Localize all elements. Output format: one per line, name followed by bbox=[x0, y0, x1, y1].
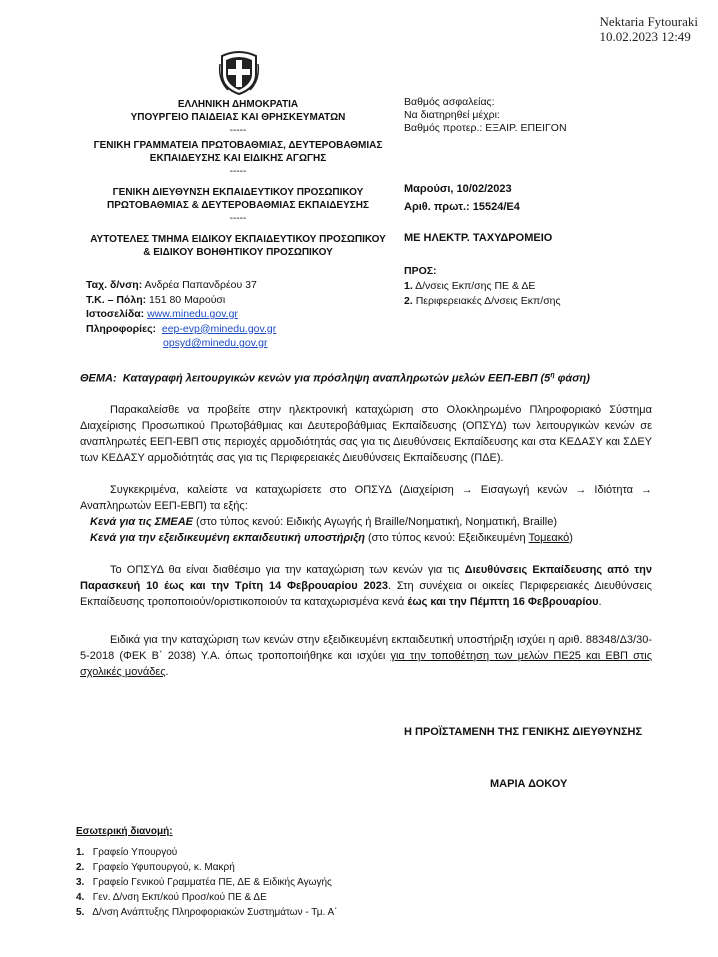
separator: ----- bbox=[229, 213, 247, 224]
signature-name: ΜΑΡΙΑ ΔΟΚΟΥ bbox=[490, 778, 568, 790]
list-item bbox=[76, 890, 337, 905]
item-text: Δ/νση Ανάπτυξης Πληροφοριακών Συστημάτων - Τμ. Α΄ bbox=[92, 907, 338, 918]
security-block bbox=[404, 96, 567, 135]
recipient-1 bbox=[404, 279, 561, 294]
email-link-1[interactable]: eep-evp@minedu.gov.gr bbox=[161, 322, 277, 335]
kept-until: Να διατηρηθεί μέχρι: bbox=[404, 109, 500, 121]
recipients-block bbox=[404, 264, 561, 309]
item-number: 4. bbox=[76, 892, 85, 903]
place-date: Μαρούσι, 10/02/2023 bbox=[404, 183, 512, 195]
ministry-name: ΥΠΟΥΡΓΕΙΟ ΠΑΙΔΕΙΑΣ ΚΑΙ ΘΡΗΣΚΕΥΜΑΤΩΝ bbox=[130, 112, 346, 123]
p3-a: Το ΟΠΣΥΔ θα είναι διαθέσιμο για την καταχώριση των κενών για τις bbox=[110, 564, 465, 576]
paragraph-2-item-1 bbox=[80, 514, 652, 530]
department-line-2: & ΕΙΔΙΚΟΥ ΒΟΗΘΗΤΙΚΟΥ ΠΡΟΣΩΠΙΚΟΥ bbox=[143, 247, 333, 258]
security-level: Βαθμός ασφαλείας: bbox=[404, 96, 495, 108]
p3-c: . Στη συνέχεια οι οικείες Περιφερειακές Διευθύνσεις Εκπαίδευσης τροποποιούν/οριστικοποιούν τα καταχωρισμένα κενά bbox=[80, 580, 652, 608]
website-link[interactable]: www.minedu.gov.gr bbox=[147, 308, 238, 320]
directorate-line-1: ΓΕΝΙΚΗ ΔΙΕΥΘΥΝΣΗ ΕΚΠΑΙΔΕΥΤΙΚΟΥ ΠΡΟΣΩΠΙΚΟΥ bbox=[112, 187, 364, 198]
address-label: Ταχ. δ/νση: bbox=[86, 279, 143, 291]
info-label: Πληροφορίες: bbox=[86, 322, 157, 335]
directorate-line-2: ΠΡΩΤΟΒΑΘΜΙΑΣ & ΔΕΥΤΕΡΟΒΑΘΜΙΑΣ ΕΚΠΑΙΔΕΥΣΗΣ bbox=[107, 200, 369, 211]
p4-end: . bbox=[165, 666, 169, 678]
city-value: 151 80 Μαρούσι bbox=[149, 293, 226, 306]
item-text: Γραφείο Γενικού Γραμματέα ΠΕ, ΔΕ & Ειδικής Αγωγής bbox=[92, 877, 332, 888]
list-item bbox=[76, 860, 337, 875]
paragraph-3 bbox=[80, 562, 652, 610]
internal-distribution-list bbox=[76, 845, 337, 920]
website-label: Ιστοσελίδα: bbox=[86, 308, 145, 320]
priority-label: Βαθμός προτερ.: bbox=[404, 122, 483, 134]
subject-label: ΘΕΜΑ: bbox=[80, 372, 117, 385]
address-value: Ανδρέα Παπανδρέου 37 bbox=[144, 279, 257, 291]
subject-end: φάση) bbox=[554, 372, 590, 385]
paragraph-2-item-2 bbox=[80, 530, 652, 546]
separator: ----- bbox=[229, 166, 247, 177]
city-row bbox=[86, 293, 276, 308]
item-number: 1. bbox=[76, 847, 85, 858]
p3-b: Διευθύνσεις Εκπαίδευσης από την Παρασκευή 10 έως και την Τρίτη 14 Φεβρουαρίου 2023 bbox=[80, 564, 652, 592]
directorate-header bbox=[60, 186, 416, 225]
protocol-number: Αριθ. πρωτ.: 15524/Ε4 bbox=[404, 201, 520, 213]
delivery-method: ΜΕ ΗΛΕΚΤΡ. ΤΑΧΥΔΡΟΜΕΙΟ bbox=[404, 232, 553, 244]
department-header bbox=[60, 233, 416, 259]
item-number: 3. bbox=[76, 877, 85, 888]
signature-datetime: 10.02.2023 12:49 bbox=[599, 29, 691, 44]
website-row bbox=[86, 307, 276, 322]
specialized-underlined: Τομεακό bbox=[528, 532, 570, 544]
date-protocol-block bbox=[404, 180, 520, 216]
internal-distribution-label: Εσωτερική διανομή: bbox=[76, 826, 173, 837]
republic-name: ΕΛΛΗΝΙΚΗ ΔΗΜΟΚΡΑΤΙΑ bbox=[177, 99, 299, 110]
item-text: Γραφείο Υπουργού bbox=[92, 847, 178, 858]
specialized-label: Κενά για την εξειδικευμένη εκπαιδευτική υποστήριξη bbox=[90, 532, 365, 544]
recipient-2 bbox=[404, 294, 561, 309]
p4-underlined: για την τοποθέτηση των μελών ΠΕ25 και ΕΒΠ στις σχολικές μονάδες bbox=[80, 650, 652, 678]
priority bbox=[404, 122, 567, 135]
secretariat-line-2: ΕΚΠΑΙΔΕΥΣΗΣ ΚΑΙ ΕΙΔΙΚΗΣ ΑΓΩΓΗΣ bbox=[149, 153, 327, 164]
subject-line bbox=[80, 372, 590, 385]
secretariat-header bbox=[60, 139, 416, 178]
item-text: Γεν. Δ/νση Εκπ/κού Προσ/κού ΠΕ & ΔΕ bbox=[92, 892, 267, 903]
list-item bbox=[76, 905, 337, 920]
digital-signature-stamp bbox=[599, 14, 698, 44]
paragraph-1: Παρακαλείσθε να προβείτε στην ηλεκτρονική καταχώριση στο Ολοκληρωμένο Πληροφοριακό Σύστημα Διαχείρισης Προσωπικού Πρωτοβάθμιας και Δευτεροβάθμιας Εκπαίδευσης (ΟΠΣΥΔ) των λειτουργικών κενών σε αναπληρωτές ΕΕΠ-ΕΒΠ στις περιοχές αρμοδιότητάς σας για τις Διευθύνσεις Εκπαίδευσης και στα ΚΕΔΑΣΥ και ΣΔΕΥ των ΚΕΔΑΣΥ αρμοδιότητάς σας για τις Περιφερειακές Διευθύνσεις Εκπαίδευσης (ΠΔΕ). bbox=[80, 404, 652, 464]
paragraph-4 bbox=[80, 632, 652, 680]
recipient-2-num: 2. bbox=[404, 295, 413, 307]
p4-a: Ειδικά για την καταχώριση των κενών στην εξειδικευμένη εκπαιδευτική υποστήριξη ισχύει η αριθ. 88348/Δ3/30-5-2018 (ΦΕΚ Β΄ 2038) Υ.Α. όπως τροποποιήθηκε και ισχύει bbox=[80, 634, 652, 662]
info-row-2 bbox=[86, 336, 276, 351]
recipient-2-text: Περιφερειακές Δ/νσεις Εκπ/σης bbox=[415, 295, 561, 307]
item-text: Γραφείο Υφυπουργού, κ. Μακρή bbox=[92, 862, 235, 873]
separator: ----- bbox=[229, 125, 247, 136]
signer-name: Nektaria Fytouraki bbox=[599, 14, 698, 29]
subject-text: Καταγραφή λειτουργικών κενών για πρόσληψη αναπληρωτών μελών ΕΕΠ-ΕΒΠ (5 bbox=[122, 372, 551, 385]
list-item bbox=[76, 845, 337, 860]
info-row bbox=[86, 322, 276, 337]
city-label: Τ.Κ. – Πόλη: bbox=[86, 293, 147, 306]
item-number: 5. bbox=[76, 907, 85, 918]
recipient-1-text: Δ/νσεις Εκπ/σης ΠΕ & ΔΕ bbox=[415, 280, 536, 292]
recipient-1-num: 1. bbox=[404, 280, 413, 292]
republic-header bbox=[60, 98, 416, 137]
smeae-text: (στο τύπος κενού: Ειδικής Αγωγής ή Braille/Νοηματική, Νοηματική, Braille) bbox=[193, 516, 558, 528]
signature-title: Η ΠΡΟΪΣΤΑΜΕΝΗ ΤΗΣ ΓΕΝΙΚΗΣ ΔΙΕΥΘΥΝΣΗΣ bbox=[404, 726, 643, 738]
department-line-1: ΑΥΤΟΤΕΛΕΣ ΤΜΗΜΑ ΕΙΔΙΚΟΥ ΕΚΠΑΙΔΕΥΤΙΚΟΥ ΠΡΟΣΩΠΙΚΟΥ bbox=[90, 234, 386, 245]
greek-coat-of-arms-icon bbox=[218, 50, 260, 96]
paragraph-2: Συγκεκριμένα, καλείστε να καταχωρίσετε στο ΟΠΣΥΔ (Διαχείριση → Εισαγωγή κενών → Ιδιότητα → Αναπληρωτών ΕΕΠ-ΕΒΠ) τα εξής: bbox=[80, 484, 652, 512]
subject-sup: η bbox=[550, 372, 555, 379]
p3-d: έως και την Πέμπτη 16 Φεβρουαρίου bbox=[407, 596, 599, 608]
smeae-label: Κενά για τις ΣΜΕΑΕ bbox=[90, 516, 193, 528]
specialized-end: ) bbox=[569, 532, 573, 544]
specialized-text: (στο τύπος κενού: Εξειδικευμένη bbox=[364, 532, 529, 544]
list-item bbox=[76, 875, 337, 890]
priority-value: ΕΞΑΙΡ. ΕΠΕΙΓΟΝ bbox=[485, 122, 567, 134]
p3-e: . bbox=[598, 596, 602, 608]
item-number: 2. bbox=[76, 862, 85, 873]
secretariat-line-1: ΓΕΝΙΚΗ ΓΡΑΜΜΑΤΕΙΑ ΠΡΩΤΟΒΑΘΜΙΑΣ, ΔΕΥΤΕΡΟΒΑΘΜΙΑΣ bbox=[93, 140, 383, 151]
contact-block bbox=[86, 278, 276, 351]
to-label: ΠΡΟΣ: bbox=[404, 265, 437, 277]
email-link-2[interactable]: opsyd@minedu.gov.gr bbox=[163, 337, 268, 349]
address-row bbox=[86, 278, 276, 293]
